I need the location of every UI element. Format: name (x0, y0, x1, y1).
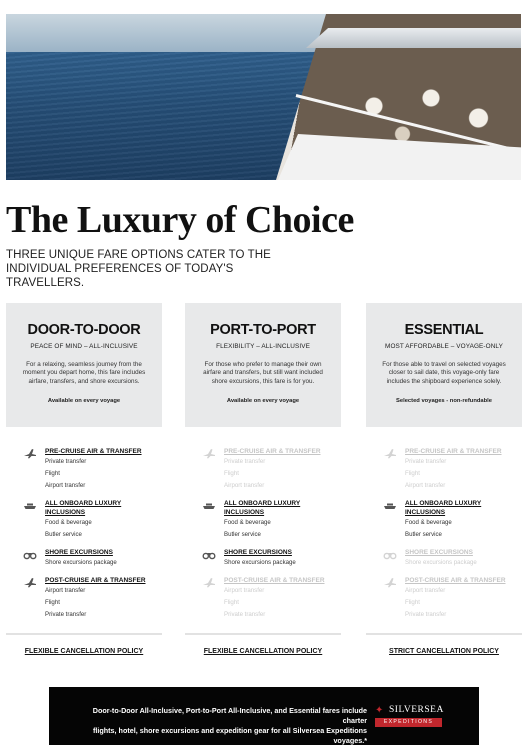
fare-description: For those able to travel on selected voyages closer to sail date, this voyage-only fare includes the shipboard experience solely. (382, 361, 506, 385)
feature-heading[interactable]: ALL ONBOARD LUXURY INCLUSIONS (405, 500, 482, 516)
feature-group (23, 576, 162, 621)
feature-item: Shore excursions package (224, 559, 296, 566)
ship-icon (383, 498, 397, 509)
ship-icon (202, 498, 216, 509)
feature-item: Airport transfer (405, 482, 446, 489)
feature-group (23, 548, 162, 569)
feature-heading[interactable]: PRE-CRUISE AIR & TRANSFER (405, 448, 502, 455)
feature-group (383, 576, 522, 621)
feature-item: Butler service (45, 531, 82, 538)
feature-group (23, 447, 162, 492)
fare-card (366, 303, 522, 427)
logo-expeditions: EXPEDITIONS (375, 718, 442, 727)
feature-item: Flight (224, 470, 239, 477)
fare-column-door-to-door (6, 303, 162, 628)
binoculars-icon (202, 547, 216, 558)
feature-heading[interactable]: SHORE EXCURSIONS (45, 549, 113, 556)
fare-availability: Available on every voyage (226, 397, 300, 404)
fare-card (6, 303, 162, 427)
feature-heading[interactable]: SHORE EXCURSIONS (224, 549, 292, 556)
feature-item: Flight (45, 599, 60, 606)
fare-column-essential (366, 303, 522, 628)
feature-heading[interactable]: POST-CRUISE AIR & TRANSFER (45, 577, 146, 584)
feature-item: Flight (45, 470, 60, 477)
plane-icon (23, 446, 37, 457)
feature-item: Flight (405, 599, 420, 606)
footer-banner (49, 687, 479, 745)
feature-heading[interactable]: ALL ONBOARD LUXURY INCLUSIONS (45, 500, 122, 516)
cancellation-policy-link[interactable]: FLEXIBLE CANCELLATION POLICY (203, 648, 323, 655)
hero-awning (306, 28, 521, 48)
fare-availability: Selected voyages - non-refundable (396, 397, 492, 404)
feature-item: Butler service (405, 531, 442, 538)
feature-item: Shore excursions package (45, 559, 117, 566)
feature-item: Airport transfer (405, 587, 446, 594)
column-divider (185, 633, 341, 635)
feature-heading[interactable]: POST-CRUISE AIR & TRANSFER (405, 577, 506, 584)
feature-item: Private transfer (224, 458, 266, 465)
fare-card (185, 303, 341, 427)
feature-item: Private transfer (224, 611, 266, 618)
feature-group (383, 548, 522, 569)
feature-item: Private transfer (45, 611, 87, 618)
silversea-logo (375, 705, 445, 727)
hero-image (6, 14, 521, 180)
feature-group (202, 548, 341, 569)
plane-icon (202, 575, 216, 586)
feature-item: Food & beverage (224, 519, 271, 526)
feature-item: Flight (405, 470, 420, 477)
plane-icon (23, 575, 37, 586)
fare-column-port-to-port (185, 303, 341, 628)
feature-item: Airport transfer (224, 482, 265, 489)
fare-name: DOOR-TO-DOOR (27, 322, 141, 338)
fare-name: PORT-TO-PORT (210, 322, 316, 338)
column-divider (6, 633, 162, 635)
feature-item: Airport transfer (45, 482, 86, 489)
feature-item: Airport transfer (45, 587, 86, 594)
feature-list (366, 447, 522, 621)
footer-note-line2: flights, hotel, shore excursions and expedition gear for all Silversea Expeditions voyages.* (93, 726, 367, 745)
plane-icon (383, 575, 397, 586)
column-divider (366, 633, 522, 635)
feature-group (383, 447, 522, 492)
feature-item: Butler service (224, 531, 261, 538)
feature-list (6, 447, 162, 621)
fare-description: For a relaxing, seamless journey from the moment you depart home, this fare includes airfare, transfers, and shore excursions. (22, 361, 146, 385)
feature-item: Private transfer (45, 458, 87, 465)
feature-heading[interactable]: PRE-CRUISE AIR & TRANSFER (224, 448, 321, 455)
binoculars-icon (23, 547, 37, 558)
feature-item: Flight (224, 599, 239, 606)
feature-heading[interactable]: SHORE EXCURSIONS (405, 549, 473, 556)
feature-group (383, 499, 522, 541)
feature-list (185, 447, 341, 621)
logo-brand: SILVERSEA (389, 705, 444, 715)
feature-heading[interactable]: PRE-CRUISE AIR & TRANSFER (45, 448, 142, 455)
compass-star-icon: ✦ (375, 705, 384, 716)
cancellation-policy-link[interactable]: FLEXIBLE CANCELLATION POLICY (24, 648, 144, 655)
fare-name: ESSENTIAL (404, 322, 484, 338)
page-title: The Luxury of Choice (6, 199, 354, 241)
feature-item: Private transfer (405, 611, 447, 618)
page-subtitle: THREE UNIQUE FARE OPTIONS CATER TO THE INDIVIDUAL PREFERENCES OF TODAY'S TRAVELLERS. (6, 249, 271, 289)
feature-item: Private transfer (405, 458, 447, 465)
footer-note (87, 706, 367, 746)
footer-note-line1: Door-to-Door All-Inclusive, Port-to-Port All-Inclusive, and Essential fares include charter (92, 706, 367, 725)
feature-item: Food & beverage (45, 519, 92, 526)
feature-group (202, 499, 341, 541)
fare-description: For those who prefer to manage their own airfare and transfers, but still want included shore excursions, this fare is for you. (203, 361, 323, 385)
fare-tagline: FLEXIBILITY – ALL-INCLUSIVE (216, 343, 310, 350)
feature-group (202, 447, 341, 492)
feature-group (23, 499, 162, 541)
fare-tagline: MOST AFFORDABLE – VOYAGE-ONLY (385, 343, 503, 350)
plane-icon (383, 446, 397, 457)
feature-group (202, 576, 341, 621)
plane-icon (202, 446, 216, 457)
feature-heading[interactable]: POST-CRUISE AIR & TRANSFER (224, 577, 325, 584)
fare-tagline: PEACE OF MIND – ALL-INCLUSIVE (30, 343, 138, 350)
feature-item: Shore excursions package (405, 559, 477, 566)
fare-availability: Available on every voyage (47, 397, 121, 404)
cancellation-policy-link[interactable]: STRICT CANCELLATION POLICY (389, 648, 499, 655)
feature-item: Airport transfer (224, 587, 265, 594)
ship-icon (23, 498, 37, 509)
feature-item: Food & beverage (405, 519, 452, 526)
binoculars-icon (383, 547, 397, 558)
feature-heading[interactable]: ALL ONBOARD LUXURY INCLUSIONS (224, 500, 301, 516)
